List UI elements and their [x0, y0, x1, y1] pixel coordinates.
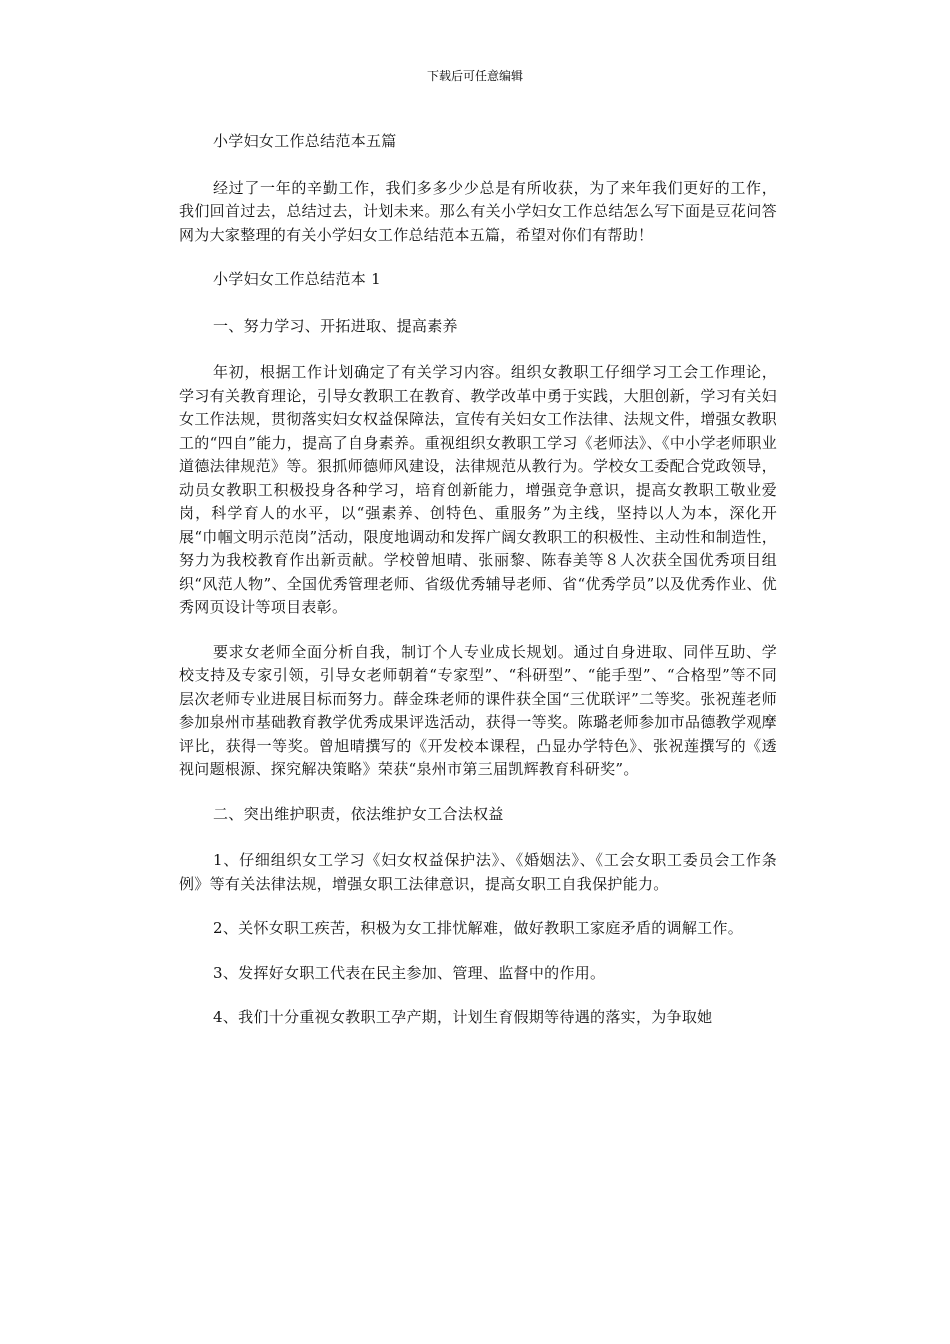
document-title: 小学妇女工作总结范本五篇 — [213, 132, 397, 150]
heading-one: 一、努力学习、开拓进取、提高素养 — [213, 316, 458, 335]
heading-two: 二、突出维护职责，依法维护女工合法权益 — [213, 804, 504, 823]
list-item-three: 3、发挥好女职工代表在民主参加、管理、监督中的作用。 — [213, 963, 606, 982]
paragraph-one: 年初，根据工作计划确定了有关学习内容。组织女教职工仔细学习工会工作理论，学习有关教育理论，引导女教职工在教育、教学改革中勇于实践，大胆创新，学习有关妇女工作法规，贯彻落实妇女权益保障法，宣传有关妇女工作法律、法规文件，增强女教职工的“四自”能力，提高了自身素养。重视组织女教职工学习《老师法》、《中小学老师职业道德法律规范》等。狠抓师德师风建设，法律规范从教行为。学校女工委配合党政领导，动员女教职工积极投身各种学习，培育创新能力，增强竞争意识，提高女教职工敬业爱岗，科学育人的水平，以“强素养、创特色、重服务”为主线，坚持以人为本，深化开展“巾帼文明示范岗”活动，限度地调动和发挥广阔女教职工的积极性、主动性和制造性，努力为我校教育作出新贡献。学校曾旭晴、张丽黎、陈春美等８人次获全国优秀项目组织“风范人物”、全国优秀管理老师、省级优秀辅导老师、省“优秀学员”以及优秀作业、优秀网页设计等项目表彰。 — [179, 363, 777, 616]
document-body — [179, 130, 777, 1030]
paragraph-two: 要求女老师全面分析自我，制订个人专业成长规划。通过自身进取、同伴互助、学校支持及专家引领，引导女老师朝着“专家型”、“科研型”、“能手型”、“合格型”等不同层次老师专业进展目标而努力。薛金珠老师的课件获全国“三优联评”二等奖。张祝莲老师参加泉州市基础教育教学优秀成果评选活动，获得一等奖。陈璐老师参加市品德教学观摩评比，获得一等奖。曾旭晴撰写的《开发校本课程，凸显办学特色》、张祝莲撰写的《透视问题根源、探究解决策略》荣获“泉州市第三届凯辉教育科研奖”。 — [179, 642, 777, 778]
list-item-two: 2、关怀女职工疾苦，积极为女工排忧解难，做好教职工家庭矛盾的调解工作。 — [213, 919, 744, 937]
list-item-four: 4、我们十分重视女教职工孕产期，计划生育假期等待遇的落实，为争取她 — [213, 1008, 713, 1026]
section-title: 小学妇女工作总结范本 1 — [213, 270, 381, 288]
list-item-one: 1、仔细组织女工学习《妇女权益保护法》、《婚姻法》、《工会女职工委员会工作条例》等有关法律法规，增强女职工法律意识，提高女职工自我保护能力。 — [179, 851, 777, 893]
intro-paragraph: 经过了一年的辛勤工作，我们多多少少总是有所收获，为了来年我们更好的工作，我们回首过去，总结过去，计划未来。那么有关小学妇女工作总结怎么写下面是豆花问答网为大家整理的有关小学妇女工作总结范本五篇，希望对你们有帮助！ — [179, 178, 777, 244]
header-note: 下载后可任意编辑 — [426, 69, 523, 83]
